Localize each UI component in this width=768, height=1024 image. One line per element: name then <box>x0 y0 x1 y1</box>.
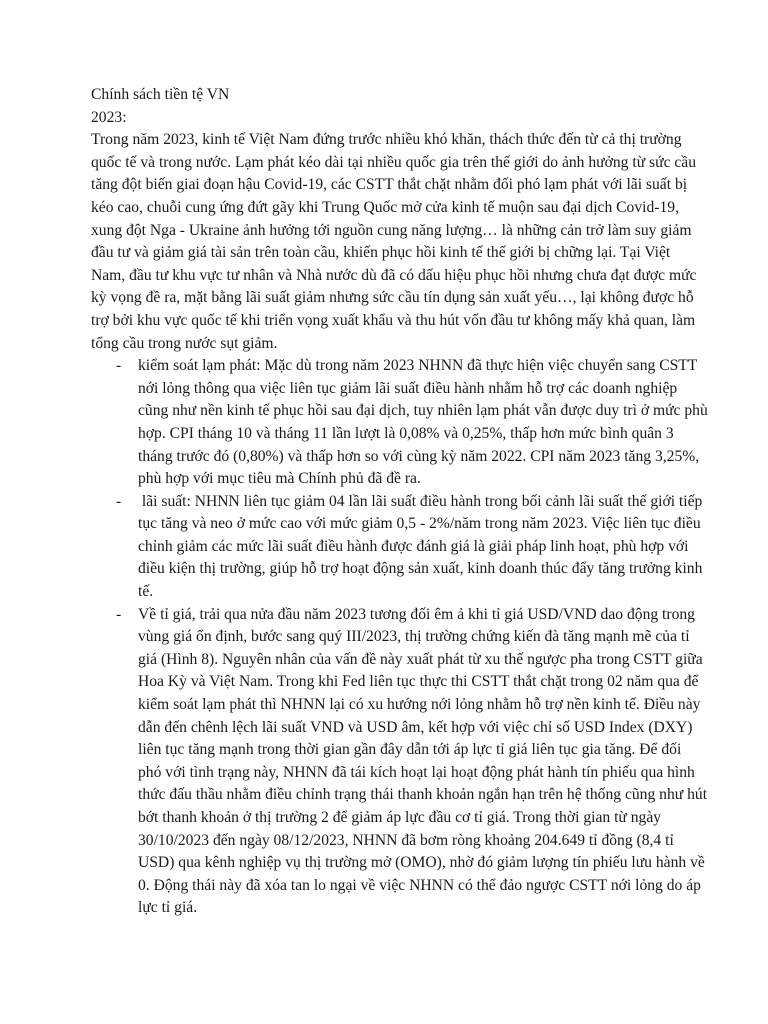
intro-paragraph: Trong năm 2023, kinh tế Việt Nam đứng trước nhiều khó khăn, thách thức đến từ cả thị trường quốc tế và trong nước. Lạm phát kéo dài tại nhiều quốc gia trên thế giới do ảnh hưởng từ sức cầu tăng đột biến giai đoạn hậu Covid-19, các CSTT thắt chặt nhằm đối phó lạm phát với lãi suất bị kéo cao, chuỗi cung ứng đứt gãy khi Trung Quốc mở cửa kinh tế muộn sau đại dịch Covid-19, xung đột Nga - Ukraine ảnh hưởng tới nguồn cung năng lượng… là những cản trở làm suy giảm đầu tư và giảm giá tài sản trên toàn cầu, khiến phục hồi kinh tế thế giới bị chững lại. Tại Việt Nam, đầu tư khu vực tư nhân và Nhà nước dù đã có dấu hiệu phục hồi nhưng chưa đạt được mức kỳ vọng đề ra, mặt bằng lãi suất giảm nhưng sức cầu tín dụng sản xuất yếu…, lại không được hỗ trợ bởi khu vực quốc tế khi triển vọng xuất khẩu và thu hút vốn đầu tư không mấy khả quan, làm tổng cầu trong nước sụt giảm. <box>91 131 697 352</box>
bullet-marker: - <box>116 605 122 623</box>
bullet-text: Về tỉ giá, trải qua nửa đầu năm 2023 tương đối êm ả khi tỉ giá USD/VND dao động trong vùng giá ổn định, bước sang quý III/2023, thị trường chứng kiến đà tăng mạnh mẽ của tỉ giá (Hình 8). Nguyên nhân của vấn đề này xuất phát từ xu thế ngược pha trong CSTT giữa Hoa Kỳ và Việt Nam. Trong khi Fed liên tục thực thi CSTT thắt chặt trong 02 năm qua để kiểm soát lạm phát thì NHNN lại có xu hướng nới lỏng nhằm hỗ trợ nền kinh tế. Điều này dẫn đến chênh lệch lãi suất VND và USD âm, kết hợp với việc chỉ số USD Index (DXY) liên tục tăng mạnh trong thời gian gần đây dẫn tới áp lực tỉ giá liên tục gia tăng. Để đối phó với tình trạng này, NHNN đã tái kích hoạt lại hoạt động phát hành tín phiếu qua hình thức đấu thầu nhằm điều chỉnh trạng thái thanh khoản ngắn hạn trên hệ thống cũng như hút bớt thanh khoản ở thị trường 2 để giảm áp lực đầu cơ tỉ giá. Trong thời gian từ ngày 30/10/2023 đến ngày 08/12/2023, NHNN đã bơm ròng khoảng 204.649 tỉ đồng (8,4 tỉ USD) qua kênh nghiệp vụ thị trường mở (OMO), nhờ đó giảm lượng tín phiếu lưu hành về 0. Động thái này đã xóa tan lo ngại về việc NHNN có thể đảo ngược CSTT nới lỏng do áp lực tỉ giá. <box>138 605 708 917</box>
bullet-marker: - <box>116 492 122 510</box>
bullet-text: kiểm soát lạm phát: Mặc dù trong năm 2023 NHNN đã thực hiện việc chuyển sang CSTT nới lỏng thông qua việc liên tục giảm lãi suất điều hành nhằm hỗ trợ các doanh nghiệp cũng như nền kinh tế phục hồi sau đại dịch, tuy nhiên lạm phát vẫn được duy trì ở mức phù hợp. CPI tháng 10 và tháng 11 lần lượt là 0,08% và 0,25%, thấp hơn mức bình quân 3 tháng trước đó (0,80%) và thấp hơn so với cùng kỳ năm 2022. CPI năm 2023 tăng 3,25%, phù hợp với mục tiêu mà Chính phủ đã đề ra. <box>138 357 708 488</box>
document-year-heading: 2023: <box>91 108 127 126</box>
bullet-marker: - <box>116 357 122 375</box>
bullet-item-interest-rate <box>91 491 708 604</box>
bullet-list <box>91 355 708 920</box>
bullet-text: lãi suất: NHNN liên tục giảm 04 lần lãi suất điều hành trong bối cảnh lãi suất thế giới tiếp tục tăng và neo ở mức cao với mức giảm 0,5 - 2%/năm trong năm 2023. Việc liên tục điều chỉnh giảm các mức lãi suất điều hành được đánh giá là giải pháp linh hoạt, phù hợp với điều kiện thị trường, giúp hỗ trợ hoạt động sản xuất, kinh doanh thúc đẩy tăng trưởng kinh tế. <box>138 492 707 601</box>
bullet-item-inflation-control <box>91 355 708 491</box>
bullet-item-exchange-rate <box>91 604 708 920</box>
document-title: Chính sách tiền tệ VN <box>91 86 230 103</box>
